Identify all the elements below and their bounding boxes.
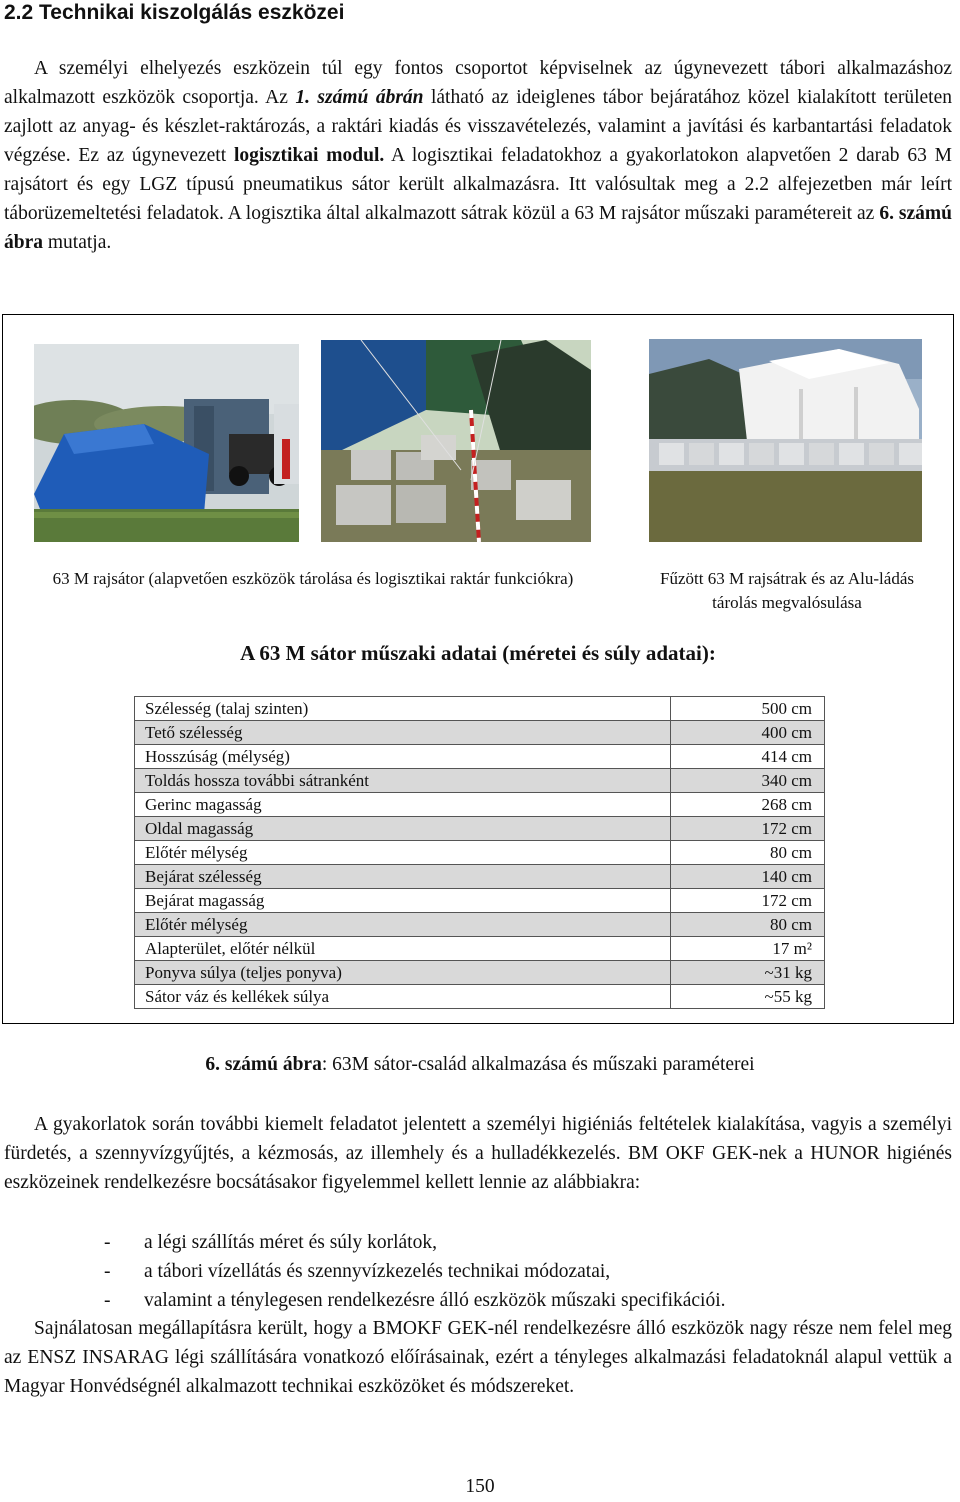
caption-right: Fűzött 63 M rajsátrak és az Alu-ládás tárolás megvalósulása: [660, 569, 914, 612]
spec-value: 80 cm: [671, 913, 825, 937]
table-row: [135, 793, 825, 817]
table-row: [135, 937, 825, 961]
spec-value: 172 cm: [671, 817, 825, 841]
spec-label: Oldal magasság: [135, 817, 671, 841]
section-heading: 2.2 Technikai kiszolgálás eszközei: [4, 1, 345, 24]
figure-box: [2, 314, 954, 1024]
spec-value: 80 cm: [671, 841, 825, 865]
intro-paragraph: A személyi elhelyezés eszközein túl egy fontos csoportot képviselnek az úgynevezett tábori alkalmazáshoz alkalmazott eszközök csoportja. Az 1. számú ábrán látható az ideiglenes tábor bejáratához közel kialakított területen zajlott az anyag- és készlet-raktározás, a raktári kiadás és visszavételezés, valamint a javítási és karbantartási feladatok végzése. Ez az úgynevezett logisztikai modul. A logisztikai feladatokhoz a gyakorlatokon alapvetően 2 darab 63 M rajsátort és egy LGZ típusú pneumatikus sátor került alkalmazásra. Itt valósultak meg a 2.2 alfejezetben már leírt táborüzemeltetési feladatok. A logisztika által alkalmazott sátrak közül a 63 M rajsátor műszaki paramétereit az 6. számú ábra mutatja.: [4, 58, 953, 253]
spec-label: Gerinc magasság: [135, 793, 671, 817]
table-row: [135, 769, 825, 793]
spec-value: 340 cm: [671, 769, 825, 793]
spec-value: 414 cm: [671, 745, 825, 769]
spec-label: Ponyva súlya (teljes ponyva): [135, 961, 671, 985]
spec-label: Sátor váz és kellékek súlya: [135, 985, 671, 1009]
photo-white-tent: [649, 339, 922, 542]
spec-label: Tető szélesség: [135, 721, 671, 745]
spec-value: 172 cm: [671, 889, 825, 913]
list-item: - valamint a ténylegesen rendelkezésre álló eszközök műszaki specifikációi.: [104, 1290, 726, 1311]
table-row: [135, 889, 825, 913]
table-title: A 63 M sátor műszaki adatai (méretei és súly adatai):: [240, 641, 716, 665]
figure-reference: 6. számú ábra: [4, 203, 952, 253]
table-row: [135, 817, 825, 841]
conclusion-paragraph: Sajnálatosan megállapításra került, hogy a BMOKF GEK-nél rendelkezésre álló eszközök nagy része nem felel meg az ENSZ INSARAG légi szállítására vonatkozó előírásainak, ezért a tényleges alkalmazási feladatoknál alapul vettük a Magyar Honvédségnél alkalmazott technikai eszközöket és módszereket.: [4, 1318, 952, 1397]
spec-value: 500 cm: [671, 697, 825, 721]
bullet-list: [104, 1228, 726, 1315]
spec-label: Bejárat magasság: [135, 889, 671, 913]
page-number: 150: [465, 1476, 495, 1497]
list-item: - a tábori vízellátás és szennyvízkezelés technikai módozatai,: [104, 1261, 611, 1282]
spec-label: Előtér mélység: [135, 841, 671, 865]
spec-table: [134, 696, 825, 1009]
table-row: [135, 697, 825, 721]
bold-term: logisztikai modul.: [233, 145, 385, 166]
spec-value: 268 cm: [671, 793, 825, 817]
spec-label: Alapterület, előtér nélkül: [135, 937, 671, 961]
photo-blue-tent: [34, 344, 299, 542]
spec-value: ~55 kg: [671, 985, 825, 1009]
list-item: - a légi szállítás méret és súly korlátok,: [104, 1232, 437, 1253]
table-row: [135, 721, 825, 745]
caption-left: 63 M rajsátor (alapvetően eszközök tárolása és logisztikai raktár funkciókra): [52, 569, 574, 588]
table-row: [135, 865, 825, 889]
table-row: [135, 745, 825, 769]
spec-label: Szélesség (talaj szinten): [135, 697, 671, 721]
spec-value: ~31 kg: [671, 961, 825, 985]
table-row: [135, 985, 825, 1009]
spec-label: Előtér mélység: [135, 913, 671, 937]
spec-label: Hosszúság (mélység): [135, 745, 671, 769]
figure-caption: 6. számú ábra: 63M sátor-család alkalmazása és műszaki paraméterei: [205, 1054, 755, 1075]
spec-label: Bejárat szélesség: [135, 865, 671, 889]
spec-label: Toldás hossza további sátranként: [135, 769, 671, 793]
table-row: [135, 841, 825, 865]
spec-value: 140 cm: [671, 865, 825, 889]
hygiene-paragraph: A gyakorlatok során további kiemelt feladatot jelentett a személyi higiéniás feltételek kialakítása, vagyis a személyi fürdetés, a szennyvízgyűjtés, a kézmosás, az illemhely és a hulladékkezelés. BM OKF GEK-nek a HUNOR higiénés eszközeinek rendelkezésre bocsátásakor figyelemmel kellett lennie az alábbiakra:: [4, 1114, 952, 1193]
spec-value: 400 cm: [671, 721, 825, 745]
table-row: [135, 961, 825, 985]
photo-storage-cases: [321, 340, 591, 542]
figure-reference: 1. számú ábrán: [295, 87, 424, 108]
spec-value: 17 m²: [671, 937, 825, 961]
table-row: [135, 913, 825, 937]
